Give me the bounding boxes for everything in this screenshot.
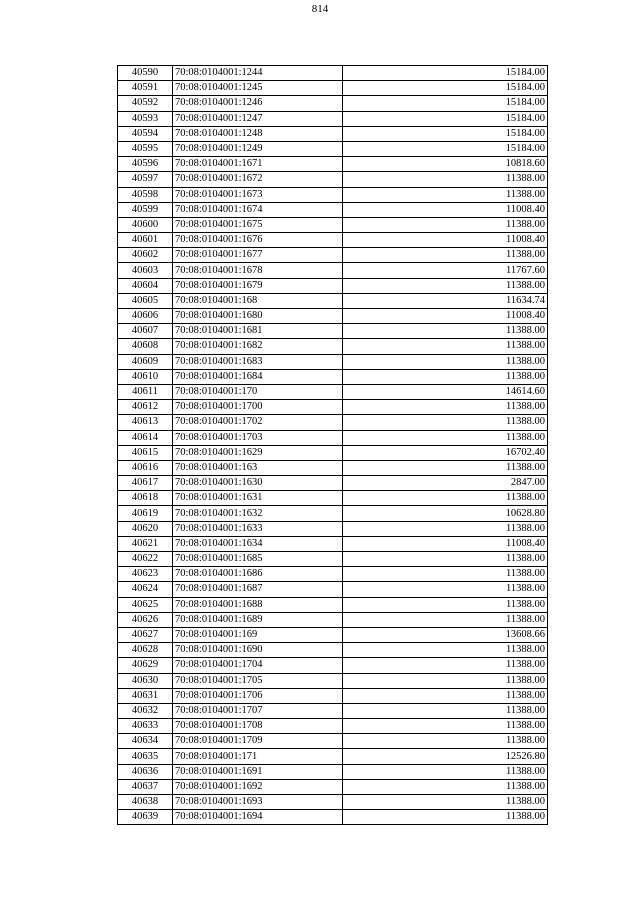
value-cell: 11388.00 bbox=[343, 779, 548, 794]
row-number-cell: 40622 bbox=[118, 552, 173, 567]
cadastral-number-cell: 70:08:0104001:1690 bbox=[173, 643, 343, 658]
value-cell: 14614.60 bbox=[343, 384, 548, 399]
table-row bbox=[118, 597, 548, 612]
value-cell: 11388.00 bbox=[343, 172, 548, 187]
row-number-cell: 40617 bbox=[118, 476, 173, 491]
table-row bbox=[118, 278, 548, 293]
cadastral-number-cell: 70:08:0104001:1691 bbox=[173, 764, 343, 779]
cadastral-number-cell: 70:08:0104001:1672 bbox=[173, 172, 343, 187]
table-row bbox=[118, 521, 548, 536]
value-cell: 15184.00 bbox=[343, 126, 548, 141]
cadastral-number-cell: 70:08:0104001:168 bbox=[173, 293, 343, 308]
row-number-cell: 40613 bbox=[118, 415, 173, 430]
row-number-cell: 40597 bbox=[118, 172, 173, 187]
cadastral-number-cell: 70:08:0104001:1671 bbox=[173, 157, 343, 172]
row-number-cell: 40609 bbox=[118, 354, 173, 369]
cadastral-number-cell: 70:08:0104001:169 bbox=[173, 627, 343, 642]
cadastral-number-cell: 70:08:0104001:1630 bbox=[173, 476, 343, 491]
cadastral-number-cell: 70:08:0104001:1674 bbox=[173, 202, 343, 217]
cadastral-number-cell: 70:08:0104001:1708 bbox=[173, 719, 343, 734]
row-number-cell: 40610 bbox=[118, 369, 173, 384]
table-row bbox=[118, 96, 548, 111]
cadastral-number-cell: 70:08:0104001:170 bbox=[173, 384, 343, 399]
table-row bbox=[118, 202, 548, 217]
cadastral-number-cell: 70:08:0104001:1689 bbox=[173, 612, 343, 627]
value-cell: 11388.00 bbox=[343, 460, 548, 475]
row-number-cell: 40629 bbox=[118, 658, 173, 673]
cadastral-number-cell: 70:08:0104001:1677 bbox=[173, 248, 343, 263]
value-cell: 11008.40 bbox=[343, 309, 548, 324]
cadastral-number-cell: 70:08:0104001:1679 bbox=[173, 278, 343, 293]
cadastral-number-cell: 70:08:0104001:1683 bbox=[173, 354, 343, 369]
row-number-cell: 40634 bbox=[118, 734, 173, 749]
cadastral-number-cell: 70:08:0104001:1706 bbox=[173, 688, 343, 703]
table-row bbox=[118, 627, 548, 642]
value-cell: 15184.00 bbox=[343, 141, 548, 156]
row-number-cell: 40624 bbox=[118, 582, 173, 597]
row-number-cell: 40600 bbox=[118, 217, 173, 232]
value-cell: 11388.00 bbox=[343, 597, 548, 612]
value-cell: 10628.80 bbox=[343, 506, 548, 521]
cadastral-number-cell: 70:08:0104001:1700 bbox=[173, 400, 343, 415]
table-row bbox=[118, 658, 548, 673]
table-row bbox=[118, 703, 548, 718]
row-number-cell: 40604 bbox=[118, 278, 173, 293]
row-number-cell: 40625 bbox=[118, 597, 173, 612]
value-cell: 11388.00 bbox=[343, 810, 548, 825]
row-number-cell: 40595 bbox=[118, 141, 173, 156]
table-row bbox=[118, 126, 548, 141]
value-cell: 11388.00 bbox=[343, 719, 548, 734]
cadastral-number-cell: 70:08:0104001:1694 bbox=[173, 810, 343, 825]
row-number-cell: 40606 bbox=[118, 309, 173, 324]
value-cell: 15184.00 bbox=[343, 81, 548, 96]
value-cell: 11388.00 bbox=[343, 552, 548, 567]
value-cell: 11388.00 bbox=[343, 612, 548, 627]
cadastral-number-cell: 70:08:0104001:1709 bbox=[173, 734, 343, 749]
cadastral-number-cell: 70:08:0104001:1702 bbox=[173, 415, 343, 430]
cadastral-number-cell: 70:08:0104001:1704 bbox=[173, 658, 343, 673]
table-row bbox=[118, 217, 548, 232]
cadastral-number-cell: 70:08:0104001:1684 bbox=[173, 369, 343, 384]
value-cell: 11388.00 bbox=[343, 491, 548, 506]
value-cell: 16702.40 bbox=[343, 445, 548, 460]
table-row bbox=[118, 400, 548, 415]
cadastral-number-cell: 70:08:0104001:1634 bbox=[173, 536, 343, 551]
cadastral-number-cell: 70:08:0104001:1632 bbox=[173, 506, 343, 521]
cadastral-number-cell: 70:08:0104001:1673 bbox=[173, 187, 343, 202]
table-row bbox=[118, 795, 548, 810]
value-cell: 11388.00 bbox=[343, 521, 548, 536]
value-cell: 11388.00 bbox=[343, 703, 548, 718]
value-cell: 11388.00 bbox=[343, 567, 548, 582]
cadastral-number-cell: 70:08:0104001:1247 bbox=[173, 111, 343, 126]
cadastral-number-cell: 70:08:0104001:1686 bbox=[173, 567, 343, 582]
table-row bbox=[118, 476, 548, 491]
cadastral-number-cell: 70:08:0104001:1703 bbox=[173, 430, 343, 445]
value-cell: 11008.40 bbox=[343, 202, 548, 217]
row-number-cell: 40601 bbox=[118, 233, 173, 248]
row-number-cell: 40635 bbox=[118, 749, 173, 764]
row-number-cell: 40626 bbox=[118, 612, 173, 627]
row-number-cell: 40620 bbox=[118, 521, 173, 536]
cadastral-number-cell: 70:08:0104001:1682 bbox=[173, 339, 343, 354]
cadastral-number-cell: 70:08:0104001:1629 bbox=[173, 445, 343, 460]
cadastral-table bbox=[117, 65, 548, 825]
value-cell: 15184.00 bbox=[343, 111, 548, 126]
row-number-cell: 40619 bbox=[118, 506, 173, 521]
table-row bbox=[118, 688, 548, 703]
table-row bbox=[118, 66, 548, 81]
value-cell: 11767.60 bbox=[343, 263, 548, 278]
table-row bbox=[118, 491, 548, 506]
cadastral-number-cell: 70:08:0104001:171 bbox=[173, 749, 343, 764]
value-cell: 11388.00 bbox=[343, 324, 548, 339]
value-cell: 11388.00 bbox=[343, 369, 548, 384]
value-cell: 11388.00 bbox=[343, 400, 548, 415]
table-row bbox=[118, 415, 548, 430]
row-number-cell: 40603 bbox=[118, 263, 173, 278]
cadastral-number-cell: 70:08:0104001:1633 bbox=[173, 521, 343, 536]
table-row bbox=[118, 719, 548, 734]
row-number-cell: 40607 bbox=[118, 324, 173, 339]
value-cell: 11008.40 bbox=[343, 233, 548, 248]
table-row bbox=[118, 354, 548, 369]
table-row bbox=[118, 339, 548, 354]
cadastral-number-cell: 70:08:0104001:1244 bbox=[173, 66, 343, 81]
value-cell: 15184.00 bbox=[343, 96, 548, 111]
cadastral-number-cell: 70:08:0104001:1245 bbox=[173, 81, 343, 96]
row-number-cell: 40593 bbox=[118, 111, 173, 126]
value-cell: 11388.00 bbox=[343, 643, 548, 658]
row-number-cell: 40637 bbox=[118, 779, 173, 794]
row-number-cell: 40614 bbox=[118, 430, 173, 445]
cadastral-number-cell: 70:08:0104001:1688 bbox=[173, 597, 343, 612]
value-cell: 12526.80 bbox=[343, 749, 548, 764]
row-number-cell: 40628 bbox=[118, 643, 173, 658]
value-cell: 11634.74 bbox=[343, 293, 548, 308]
cadastral-number-cell: 70:08:0104001:1631 bbox=[173, 491, 343, 506]
table-row bbox=[118, 157, 548, 172]
value-cell: 11388.00 bbox=[343, 688, 548, 703]
value-cell: 11388.00 bbox=[343, 339, 548, 354]
table-row bbox=[118, 673, 548, 688]
table-row bbox=[118, 384, 548, 399]
row-number-cell: 40591 bbox=[118, 81, 173, 96]
value-cell: 13608.66 bbox=[343, 627, 548, 642]
cadastral-number-cell: 70:08:0104001:1680 bbox=[173, 309, 343, 324]
row-number-cell: 40623 bbox=[118, 567, 173, 582]
row-number-cell: 40602 bbox=[118, 248, 173, 263]
row-number-cell: 40638 bbox=[118, 795, 173, 810]
value-cell: 11008.40 bbox=[343, 536, 548, 551]
row-number-cell: 40633 bbox=[118, 719, 173, 734]
row-number-cell: 40592 bbox=[118, 96, 173, 111]
value-cell: 11388.00 bbox=[343, 764, 548, 779]
table-row bbox=[118, 779, 548, 794]
table-body bbox=[118, 66, 548, 825]
row-number-cell: 40598 bbox=[118, 187, 173, 202]
table-row bbox=[118, 536, 548, 551]
table-row bbox=[118, 248, 548, 263]
table-row bbox=[118, 810, 548, 825]
value-cell: 11388.00 bbox=[343, 217, 548, 232]
row-number-cell: 40618 bbox=[118, 491, 173, 506]
value-cell: 15184.00 bbox=[343, 66, 548, 81]
value-cell: 11388.00 bbox=[343, 415, 548, 430]
table-row bbox=[118, 293, 548, 308]
table-row bbox=[118, 233, 548, 248]
value-cell: 11388.00 bbox=[343, 187, 548, 202]
row-number-cell: 40596 bbox=[118, 157, 173, 172]
value-cell: 11388.00 bbox=[343, 278, 548, 293]
value-cell: 11388.00 bbox=[343, 354, 548, 369]
page-number: 814 bbox=[311, 3, 329, 15]
table-row bbox=[118, 81, 548, 96]
table-row bbox=[118, 430, 548, 445]
value-cell: 11388.00 bbox=[343, 582, 548, 597]
table-row bbox=[118, 309, 548, 324]
cadastral-number-cell: 70:08:0104001:1248 bbox=[173, 126, 343, 141]
row-number-cell: 40615 bbox=[118, 445, 173, 460]
table-row bbox=[118, 324, 548, 339]
cadastral-number-cell: 70:08:0104001:1687 bbox=[173, 582, 343, 597]
table-row bbox=[118, 734, 548, 749]
table-row bbox=[118, 460, 548, 475]
value-cell: 2847.00 bbox=[343, 476, 548, 491]
table-row bbox=[118, 263, 548, 278]
cadastral-number-cell: 70:08:0104001:1249 bbox=[173, 141, 343, 156]
cadastral-number-cell: 70:08:0104001:1705 bbox=[173, 673, 343, 688]
value-cell: 11388.00 bbox=[343, 430, 548, 445]
row-number-cell: 40594 bbox=[118, 126, 173, 141]
cadastral-number-cell: 70:08:0104001:1676 bbox=[173, 233, 343, 248]
row-number-cell: 40630 bbox=[118, 673, 173, 688]
row-number-cell: 40631 bbox=[118, 688, 173, 703]
value-cell: 11388.00 bbox=[343, 795, 548, 810]
row-number-cell: 40627 bbox=[118, 627, 173, 642]
table-row bbox=[118, 612, 548, 627]
value-cell: 11388.00 bbox=[343, 734, 548, 749]
row-number-cell: 40639 bbox=[118, 810, 173, 825]
row-number-cell: 40621 bbox=[118, 536, 173, 551]
table-row bbox=[118, 141, 548, 156]
table-row bbox=[118, 506, 548, 521]
table-row bbox=[118, 111, 548, 126]
table-row bbox=[118, 764, 548, 779]
cadastral-number-cell: 70:08:0104001:163 bbox=[173, 460, 343, 475]
cadastral-number-cell: 70:08:0104001:1707 bbox=[173, 703, 343, 718]
cadastral-number-cell: 70:08:0104001:1685 bbox=[173, 552, 343, 567]
value-cell: 11388.00 bbox=[343, 248, 548, 263]
cadastral-number-cell: 70:08:0104001:1692 bbox=[173, 779, 343, 794]
table-row bbox=[118, 582, 548, 597]
row-number-cell: 40616 bbox=[118, 460, 173, 475]
row-number-cell: 40611 bbox=[118, 384, 173, 399]
cadastral-number-cell: 70:08:0104001:1681 bbox=[173, 324, 343, 339]
table-row bbox=[118, 749, 548, 764]
row-number-cell: 40605 bbox=[118, 293, 173, 308]
row-number-cell: 40608 bbox=[118, 339, 173, 354]
table-row bbox=[118, 172, 548, 187]
table-row bbox=[118, 552, 548, 567]
cadastral-number-cell: 70:08:0104001:1693 bbox=[173, 795, 343, 810]
row-number-cell: 40590 bbox=[118, 66, 173, 81]
value-cell: 10818.60 bbox=[343, 157, 548, 172]
table-row bbox=[118, 567, 548, 582]
cadastral-number-cell: 70:08:0104001:1678 bbox=[173, 263, 343, 278]
cadastral-number-cell: 70:08:0104001:1675 bbox=[173, 217, 343, 232]
value-cell: 11388.00 bbox=[343, 673, 548, 688]
row-number-cell: 40612 bbox=[118, 400, 173, 415]
row-number-cell: 40636 bbox=[118, 764, 173, 779]
table-row bbox=[118, 187, 548, 202]
value-cell: 11388.00 bbox=[343, 658, 548, 673]
table-row bbox=[118, 643, 548, 658]
table-row bbox=[118, 445, 548, 460]
cadastral-number-cell: 70:08:0104001:1246 bbox=[173, 96, 343, 111]
table-row bbox=[118, 369, 548, 384]
row-number-cell: 40632 bbox=[118, 703, 173, 718]
row-number-cell: 40599 bbox=[118, 202, 173, 217]
